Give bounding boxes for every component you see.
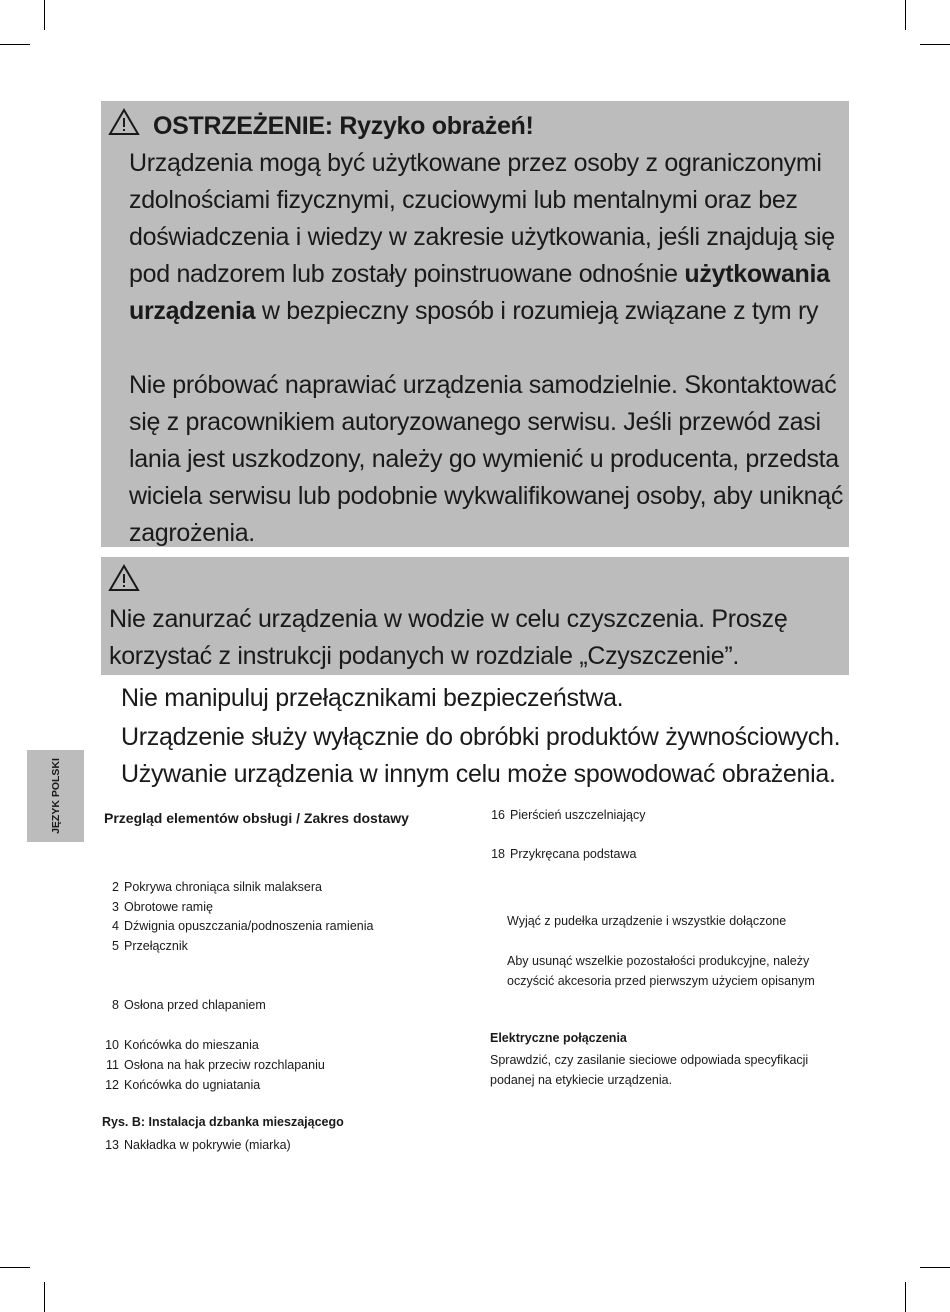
warning-text-segment: pod nadzorem lub zostały poinstruowane odnośnie: [129, 260, 685, 288]
item-text: Końcówka do ugniatania: [124, 1078, 261, 1092]
list-item: [96, 880, 322, 894]
item-text: Nakładka w pokrywie (miarka): [124, 1138, 291, 1152]
item-number: 12: [105, 1078, 119, 1092]
warning-text-line: Urządzenia mogą być użytkowane przez osoby z ograniczonymi: [129, 149, 822, 177]
list-item: [96, 1038, 259, 1052]
item-text: Pierścień uszczelniający: [510, 808, 646, 822]
warning-triangle-icon: [108, 564, 140, 592]
warning-text-bold: urządzenia: [129, 297, 256, 325]
crop-mark: [0, 1267, 30, 1268]
item-number: 3: [112, 900, 119, 914]
figure-heading: Rys. B: Instalacja dzbanka mieszającego: [102, 1115, 344, 1129]
warning-text-segment: w bezpieczny sposób i rozumieją związane z tym ry: [255, 297, 819, 325]
safety-text-line: Nie manipuluj przełącznikami bezpieczeństwa.: [121, 684, 624, 712]
caution-text-line: korzystać z instrukcji podanych w rozdziale „Czyszczenie”.: [109, 642, 740, 670]
list-item: [490, 808, 645, 822]
crop-mark: [905, 0, 906, 30]
item-number: 18: [491, 847, 505, 861]
warning-text-line: [129, 293, 818, 330]
electrical-text: Sprawdzić, czy zasilanie sieciowe odpowiada specyfikacji: [490, 1053, 809, 1067]
item-text: Końcówka do mieszania: [124, 1038, 259, 1052]
warning-text-line: Nie próbować naprawiać urządzenia samodzielnie. Skontaktować: [129, 371, 837, 399]
crop-mark: [44, 1282, 45, 1312]
crop-mark: [920, 44, 950, 45]
unpack-text: oczyścić akcesoria przed pierwszym użyciem opisanym: [507, 974, 815, 988]
warning-text-bold: użytkowania: [684, 260, 830, 288]
warning-text-line: wiciela serwisu lub podobnie wykwalifikowanej osoby, aby uniknąć: [129, 482, 844, 510]
item-number: 2: [112, 880, 119, 894]
warning-text-line: zdolnościami fizycznymi, czuciowymi lub mentalnymi oraz bez: [129, 186, 798, 214]
item-number: 13: [105, 1138, 119, 1152]
crop-mark: [905, 1282, 906, 1312]
item-number: 4: [112, 919, 119, 933]
crop-mark: [920, 1267, 950, 1268]
warning-title: OSTRZEŻENIE: Ryzyko obrażeń!: [153, 112, 534, 140]
caution-text-line: Nie zanurzać urządzenia w wodzie w celu czyszczenia. Proszę: [109, 605, 788, 633]
list-item: [96, 1078, 260, 1092]
item-text: Osłona przed chlapaniem: [124, 998, 266, 1012]
list-item: [96, 939, 188, 953]
list-item: [96, 1138, 291, 1152]
item-text: Przykręcana podstawa: [510, 847, 637, 861]
language-side-tab: [27, 750, 84, 842]
safety-text-line: Używanie urządzenia w innym celu może spowodować obrażenia.: [121, 760, 836, 788]
list-item: [96, 1058, 325, 1072]
item-text: Pokrywa chroniąca silnik malaksera: [124, 880, 322, 894]
warning-text-line: [129, 256, 830, 293]
item-number: 5: [112, 939, 119, 953]
item-number: 8: [112, 998, 119, 1012]
list-item: [490, 847, 636, 861]
list-item: [96, 998, 266, 1012]
list-item: [96, 900, 213, 914]
warning-text-line: zagrożenia.: [129, 519, 255, 547]
item-text: Osłona na hak przeciw rozchlapaniu: [124, 1058, 325, 1072]
crop-mark: [44, 0, 45, 30]
crop-mark: [0, 44, 30, 45]
electrical-heading: Elektryczne połączenia: [490, 1031, 627, 1045]
item-number: 10: [105, 1038, 119, 1052]
item-number: 11: [106, 1058, 119, 1072]
list-item: [96, 919, 373, 933]
language-label: JĘZYK POLSKI: [49, 758, 62, 834]
item-text: Dźwignia opuszczania/podnoszenia ramienia: [124, 919, 374, 933]
warning-text-line: się z pracownikiem autoryzowanego serwisu. Jeśli przewód zasi: [129, 408, 821, 436]
warning-triangle-icon: [108, 108, 140, 136]
safety-text-line: Urządzenie służy wyłącznie do obróbki produktów żywnościowych.: [121, 723, 841, 751]
item-text: Obrotowe ramię: [124, 900, 213, 914]
item-text: Przełącznik: [124, 939, 188, 953]
section-heading: Przegląd elementów obsługi / Zakres dostawy: [104, 810, 409, 826]
unpack-text: Aby usunąć wszelkie pozostałości produkcyjne, należy: [507, 954, 810, 968]
item-number: 16: [491, 808, 505, 822]
warning-text-line: doświadczenia i wiedzy w zakresie użytkowania, jeśli znajdują się: [129, 223, 835, 251]
electrical-text: podanej na etykiecie urządzenia.: [490, 1073, 673, 1087]
unpack-text: Wyjąć z pudełka urządzenie i wszystkie dołączone: [507, 914, 787, 928]
warning-text-line: lania jest uszkodzony, należy go wymienić u producenta, przedsta: [129, 445, 839, 473]
